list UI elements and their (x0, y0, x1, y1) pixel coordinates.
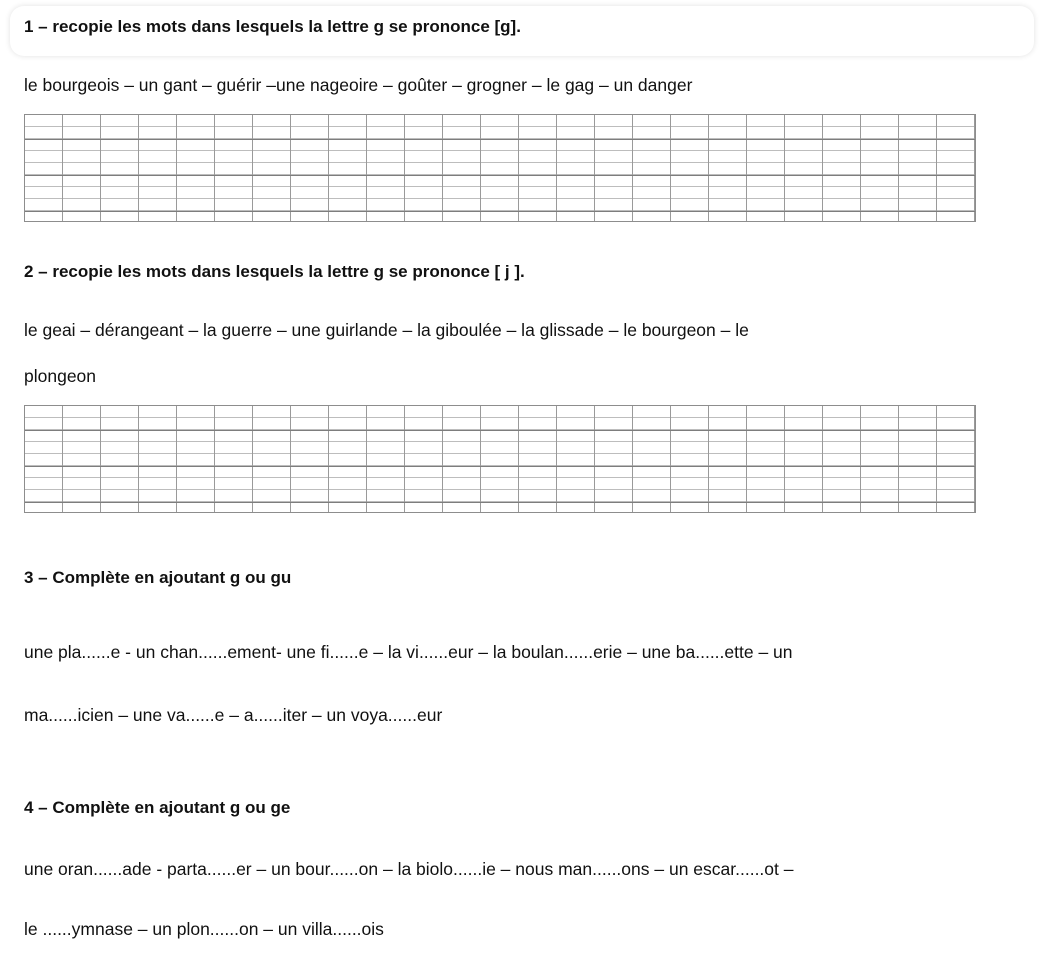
exercise-1-word-list: le bourgeois – un gant – guérir –une nageoire – goûter – grogner – le gag – un danger (24, 75, 693, 95)
exercise-2-word-list-line-1: le geai – dérangeant – la guerre – une guirlande – la giboulée – la glissade – le bourgeon – le (24, 320, 749, 340)
exercise-4-sentence-line-1: une oran......ade - parta......er – un bour......on – la biolo......ie – nous man......ons – un escar......ot – (24, 859, 794, 879)
exercise-2-title: 2 – recopie les mots dans lesquels la lettre g se prononce [ j ]. (24, 262, 525, 281)
exercise-4-title: 4 – Complète en ajoutant g ou ge (24, 798, 291, 817)
exercise-3-sentence-line-2: ma......icien – une va......e – a......iter – un voya......eur (24, 705, 443, 725)
exercise-1-title: 1 – recopie les mots dans lesquels la lettre g se prononce [g]. (24, 17, 521, 36)
exercise-3-title: 3 – Complète en ajoutant g ou gu (24, 568, 292, 587)
exercise-2-word-list-line-2: plongeon (24, 366, 97, 386)
exercise-4-sentence-line-2: le ......ymnase – un plon......on – un villa......ois (24, 919, 384, 939)
exercise-2-writing-grid[interactable] (24, 405, 976, 513)
exercise-1-writing-grid[interactable] (24, 114, 976, 222)
exercise-3-sentence-line-1: une pla......e - un chan......ement- une fi......e – la vi......eur – la boulan......erie – une ba......ette – un (24, 642, 793, 662)
